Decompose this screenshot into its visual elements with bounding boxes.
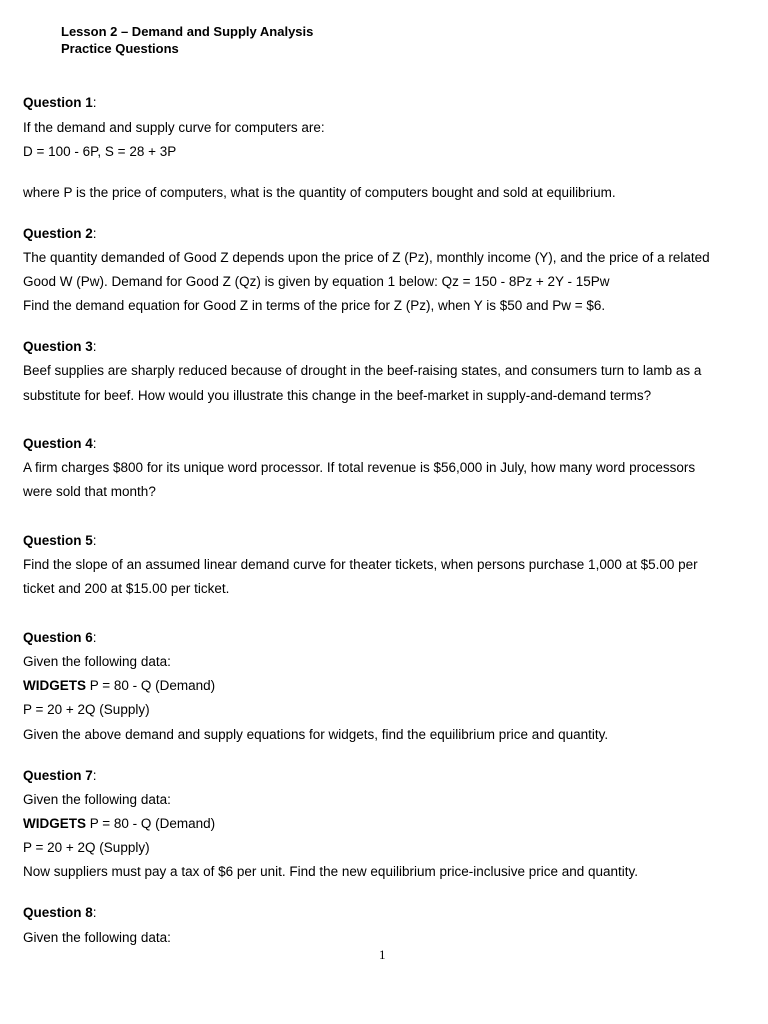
question-7-heading: Question 7:: [23, 768, 97, 783]
question-1-line-2: D = 100 - 6P, S = 28 + 3P: [23, 144, 177, 159]
question-6-line-1: Given the following data:: [23, 654, 171, 669]
question-7-demand-line: [23, 816, 215, 832]
question-7-line-1: Given the following data:: [23, 792, 171, 807]
question-4-line-2: were sold that month?: [23, 484, 156, 499]
document-header: [61, 23, 313, 57]
demand-equation: P = 80 - Q (Demand): [86, 816, 216, 831]
question-1-line-3: where P is the price of computers, what is the quantity of computers bought and sold at equilibrium.: [23, 185, 616, 200]
question-1-heading: Question 1:: [23, 95, 97, 110]
lesson-title: Lesson 2 – Demand and Supply Analysis: [61, 24, 314, 39]
question-3-label: Question 3: [23, 339, 93, 354]
question-3-line-1: Beef supplies are sharply reduced because of drought in the beef-raising states, and consumers turn to lamb as a: [23, 363, 702, 378]
question-1-label: Question 1: [23, 95, 93, 110]
question-3-heading: Question 3:: [23, 339, 97, 354]
question-5-label: Question 5: [23, 533, 93, 548]
question-7-line-4: Now suppliers must pay a tax of $6 per unit. Find the new equilibrium price-inclusive price and quantity.: [23, 864, 639, 879]
question-4-heading: Question 4:: [23, 436, 97, 451]
question-5-line-2: ticket and 200 at $15.00 per ticket.: [23, 581, 230, 596]
question-3-line-2: substitute for beef. How would you illustrate this change in the beef-market in supply-and-demand terms?: [23, 388, 652, 403]
lesson-subtitle: Practice Questions: [61, 41, 179, 56]
question-8-heading: Question 8:: [23, 905, 97, 920]
widgets-label: WIDGETS: [23, 816, 86, 831]
question-6-heading: Question 6:: [23, 630, 97, 645]
question-6-label: Question 6: [23, 630, 93, 645]
question-8-line-1: Given the following data:: [23, 930, 171, 945]
question-2-label: Question 2: [23, 226, 93, 241]
question-5-line-1: Find the slope of an assumed linear demand curve for theater tickets, when persons purchase 1,000 at $5.00 per: [23, 557, 698, 572]
question-2-line-3: Find the demand equation for Good Z in terms of the price for Z (Pz), when Y is $50 and Pw = $6.: [23, 298, 606, 313]
question-2-line-1: The quantity demanded of Good Z depends upon the price of Z (Pz), monthly income (Y), and the price of a related: [23, 250, 710, 265]
widgets-label: WIDGETS: [23, 678, 86, 693]
question-6-line-4: Given the above demand and supply equations for widgets, find the equilibrium price and quantity.: [23, 727, 609, 742]
demand-equation: P = 80 - Q (Demand): [86, 678, 216, 693]
question-8-label: Question 8: [23, 905, 93, 920]
question-7-label: Question 7: [23, 768, 93, 783]
question-6-demand-line: [23, 678, 215, 694]
page-number: 1: [379, 947, 386, 962]
question-5-heading: Question 5:: [23, 533, 97, 548]
question-2-line-2: Good W (Pw). Demand for Good Z (Qz) is given by equation 1 below: Qz = 150 - 8Pz + 2Y - 15Pw: [23, 274, 610, 289]
question-1-line-1: If the demand and supply curve for computers are:: [23, 120, 325, 135]
question-6-supply-line: P = 20 + 2Q (Supply): [23, 702, 150, 717]
question-4-line-1: A firm charges $800 for its unique word processor. If total revenue is $56,000 in July, how many word processors: [23, 460, 696, 475]
question-7-supply-line: P = 20 + 2Q (Supply): [23, 840, 150, 855]
question-4-label: Question 4: [23, 436, 93, 451]
question-2-heading: Question 2:: [23, 226, 97, 241]
